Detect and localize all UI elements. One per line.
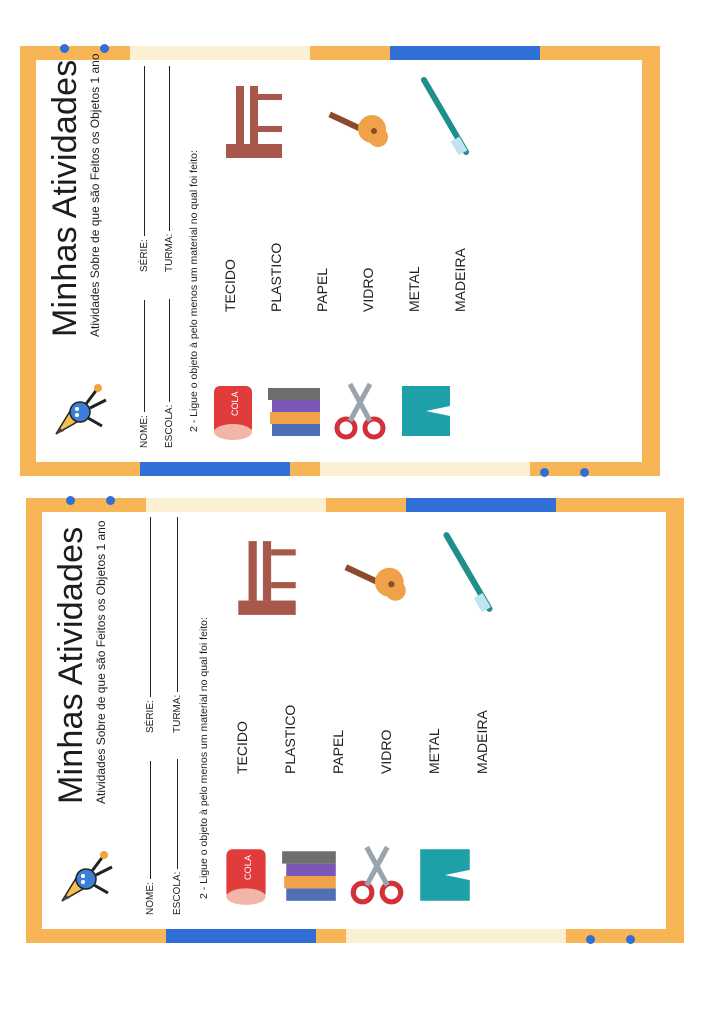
chair-icon <box>220 82 286 162</box>
escola-field <box>172 759 183 915</box>
turma-label: TURMA: <box>164 233 175 272</box>
serie-field <box>139 66 150 272</box>
worksheet-page <box>20 46 660 476</box>
material-label: PLASTICO <box>268 242 284 312</box>
worksheet-paper <box>36 53 642 462</box>
escola-label: ESCOLA: <box>164 404 175 448</box>
svg-text:COLA: COLA <box>230 391 240 416</box>
turma-label: TURMA: <box>172 694 183 733</box>
nome-field <box>139 300 150 448</box>
guitar-icon <box>342 539 414 611</box>
material-label: METAL <box>406 266 422 312</box>
material-label: METAL <box>426 728 442 774</box>
turma-field <box>172 517 183 733</box>
turma-line <box>177 517 178 692</box>
material-label: MADEIRA <box>474 710 490 774</box>
decor-dot <box>106 496 115 505</box>
nome-label: NOME: <box>139 415 150 448</box>
page-subtitle: Atividades Sobre de que são Feitos os Objetos 1 ano <box>88 53 102 337</box>
books-icon <box>280 843 340 907</box>
svg-text:COLA: COLA <box>243 854 254 881</box>
nome-field <box>145 761 156 915</box>
frame-accent <box>146 498 326 512</box>
escola-field <box>164 299 175 448</box>
escola-line <box>169 299 170 402</box>
frame-accent <box>406 498 556 512</box>
soda-can-icon <box>208 380 258 442</box>
chair-icon <box>232 537 300 619</box>
serie-label: SÉRIE: <box>145 700 156 733</box>
material-label: PAPEL <box>330 729 346 774</box>
nome-line <box>150 761 151 879</box>
material-label: VIDRO <box>378 729 394 774</box>
pencil-mascot-icon <box>42 378 112 448</box>
material-label: PLASTICO <box>282 704 298 774</box>
shorts-icon <box>414 843 476 907</box>
page-title: Minhas Atividades <box>46 59 84 337</box>
serie-label: SÉRIE: <box>139 239 150 272</box>
frame-accent <box>390 46 540 60</box>
decor-dot <box>540 468 549 477</box>
books-icon <box>266 380 324 442</box>
scissors-icon <box>332 380 388 442</box>
frame-accent <box>166 929 316 943</box>
worksheet-paper <box>42 512 666 929</box>
scissors-icon <box>348 843 406 907</box>
nome-line <box>144 300 145 412</box>
frame-accent <box>140 462 290 476</box>
decor-dot <box>626 935 635 944</box>
guitar-icon <box>326 87 396 157</box>
decor-dot <box>100 44 109 53</box>
decor-dot <box>60 44 69 53</box>
soda-can-icon <box>220 843 272 907</box>
shorts-icon <box>396 380 456 442</box>
turma-field <box>164 66 175 272</box>
material-label: MADEIRA <box>452 248 468 312</box>
instruction-text: 2 - Ligue o objeto à pelo menos um material no qual foi feito: <box>198 617 210 899</box>
worksheet-page <box>26 498 684 943</box>
material-label: TECIDO <box>234 721 250 774</box>
serie-line <box>144 66 145 236</box>
page-subtitle: Atividades Sobre de que são Feitos os Objetos 1 ano <box>94 520 108 804</box>
pencil-mascot-icon <box>48 845 118 915</box>
toothbrush-icon <box>438 527 500 619</box>
turma-line <box>169 66 170 231</box>
page-title: Minhas Atividades <box>52 526 90 804</box>
frame-accent <box>320 462 530 476</box>
material-label: TECIDO <box>222 259 238 312</box>
decor-dot <box>580 468 589 477</box>
serie-line <box>150 517 151 697</box>
frame-accent <box>130 46 310 60</box>
serie-field <box>145 517 156 733</box>
decor-dot <box>66 496 75 505</box>
instruction-text: 2 - Ligue o objeto à pelo menos um material no qual foi feito: <box>188 150 200 432</box>
material-label: PAPEL <box>314 267 330 312</box>
decor-dot <box>586 935 595 944</box>
escola-label: ESCOLA: <box>172 871 183 915</box>
nome-label: NOME: <box>145 882 156 915</box>
material-label: VIDRO <box>360 267 376 312</box>
frame-accent <box>346 929 566 943</box>
escola-line <box>177 759 178 869</box>
toothbrush-icon <box>416 72 476 162</box>
